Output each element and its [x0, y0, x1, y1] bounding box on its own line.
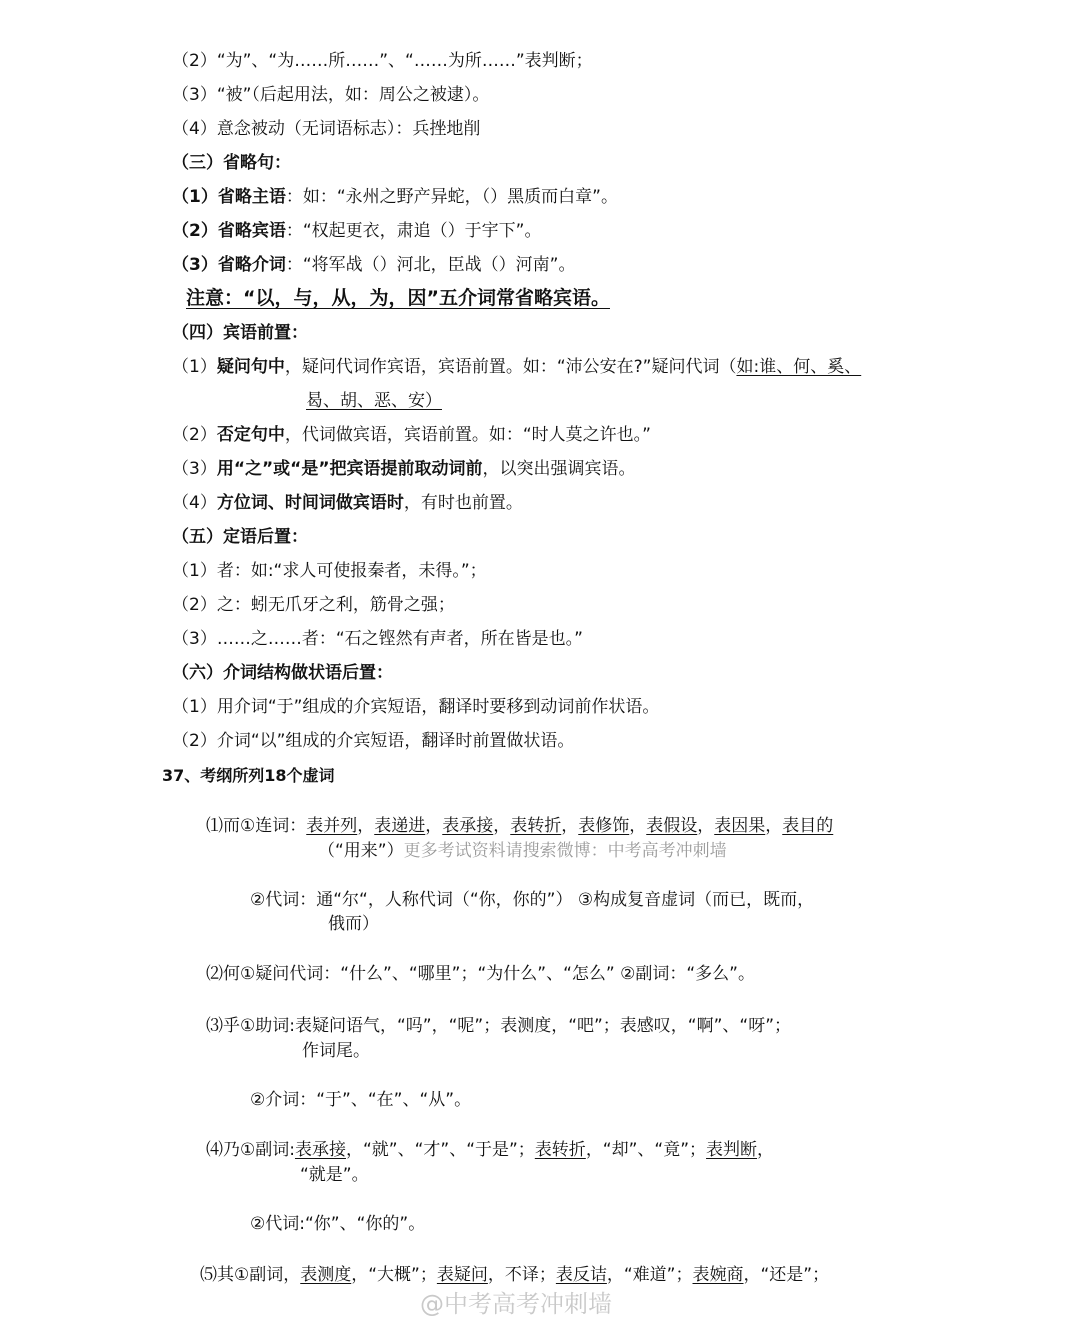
object-front-item-2-text: ，代词做宾语，宾语前置。如：“时人莫之许也。” [284, 425, 651, 445]
xuci-er-usage-7: 表因果 [714, 816, 766, 836]
xuci-qi-text-3: ，“难道”； [606, 1265, 693, 1285]
xuci-nai-usage-3: 表判断 [706, 1140, 758, 1160]
attr-post-item-1: （1）者：如:“求人可使报秦者，未得。”； [172, 561, 487, 581]
object-front-item-2-bold: 否定句中 [216, 425, 285, 445]
xuci-er-usage-1: 表并列 [306, 816, 358, 836]
xuci-he: ⑵何①疑问代词：“什么”、“哪里”；“为什么”、“怎么” ②副词：“多么”。 [206, 964, 755, 984]
object-front-item-1-examples-cont: 曷、胡、恶、安） [306, 391, 442, 411]
passive-item-4: （4）意念被动（无词语标志）：兵挫地削 [172, 119, 481, 139]
object-front-item-1-number: （1） [172, 357, 217, 377]
xuci-er-usage-3: 表承接 [442, 816, 494, 836]
xuci-er-usage-8: 表目的 [782, 816, 834, 836]
xuci-qi-usage-1: 表测度 [300, 1265, 352, 1285]
footer-watermark: @中考高考冲刺墙 [420, 1290, 612, 1318]
object-front-item-4-number: （4） [172, 493, 217, 513]
passive-item-3: （3）“被”（后起用法，如：周公之被逮）。 [172, 85, 490, 105]
xuci-nai-usage-2: 表转折 [534, 1140, 586, 1160]
object-front-item-3-number: （3） [172, 459, 217, 479]
xuci-qi-usage-2: 表疑问 [436, 1265, 488, 1285]
object-front-item-3-text: ，以突出强调宾语。 [482, 459, 636, 479]
object-front-item-3-bold: 用“之”或“是”把宾语提前取动词前 [216, 459, 483, 479]
passive-item-2: （2）“为”、“为……所……”、“……为所……”表判断； [172, 51, 593, 71]
xuci-nai-line-1b: “就是”。 [300, 1165, 369, 1185]
xuci-qi-usage-4: 表婉商 [692, 1265, 744, 1285]
xuci-er-line-1: ⑴而①连词：表并列，表递进，表承接，表转折，表修饰，表假设，表因果，表目的 [206, 816, 834, 836]
xuci-hu-line-2: ②介词：“于”、“在”、“从”。 [250, 1090, 472, 1110]
object-front-item-4-bold: 方位词、时间词做宾语时 [216, 493, 404, 513]
xuci-qi-usage-3: 表反诘 [555, 1265, 607, 1285]
prep-post-heading: （六）介词结构做状语后置： [172, 663, 393, 683]
xuci-er-usage-2: 表递进 [374, 816, 426, 836]
ellipsis-item-3-label: （3）省略介词 [172, 255, 286, 275]
xuci-qi-lead: ⑸其①副词， [200, 1265, 301, 1285]
xuci-nai-text-3: ， [757, 1140, 775, 1160]
weibo-watermark-text: 更多考试资料请搜索微博：中考高考冲刺墙 [403, 841, 727, 861]
object-front-item-4-text: ，有时也前置。 [403, 493, 523, 513]
attr-post-heading: （五）定语后置： [172, 527, 308, 547]
object-front-item-1-text: ，疑问代词作宾语，宾语前置。如：“沛公安在?”疑问代词（ [284, 357, 737, 377]
xuci-er-line-2b: 俄而） [328, 914, 379, 934]
xuci-nai-line-2: ②代词:“你”、“你的”。 [250, 1214, 426, 1234]
object-front-heading: （四）宾语前置： [172, 323, 308, 343]
object-front-item-1 [172, 356, 861, 378]
xuci-qi-text-1: ，“大概”； [351, 1265, 437, 1285]
object-front-item-4 [172, 492, 523, 514]
ellipsis-item-1-label: （1）省略主语 [172, 187, 286, 207]
ellipsis-item-3-text: ：“将军战（）河北，臣战（）河南”。 [285, 255, 576, 275]
prep-post-item-1: （1）用介词“于”组成的介宾短语，翻译时要移到动词前作状语。 [172, 697, 660, 717]
object-front-item-1-examples: 如:谁、何、奚、 [736, 357, 862, 377]
xuci-er-lead: ⑴而①连词： [206, 816, 307, 836]
xuci-er-line-1b [318, 840, 727, 862]
ellipsis-item-2-text: ：“权起更衣，肃追（）于宇下”。 [285, 221, 542, 241]
ellipsis-heading: （三）省略句： [172, 153, 291, 173]
xuci-qi-line-1 [200, 1264, 829, 1286]
xuci-nai-line-1 [206, 1139, 774, 1161]
ellipsis-note: 注意：“以，与，从，为，因”五介词常省略宾语。 [186, 287, 610, 309]
object-front-item-2-number: （2） [172, 425, 217, 445]
ellipsis-item-3 [172, 254, 575, 276]
ellipsis-item-1-text: ：如：“永州之野产异蛇，（）黑质而白章”。 [285, 187, 618, 207]
ellipsis-item-2 [172, 220, 541, 242]
attr-post-item-3: （3）……之……者：“石之铿然有声者，所在皆是也。” [172, 629, 583, 649]
xuci-nai-text-2: ，“却”、“竟”； [585, 1140, 707, 1160]
ellipsis-item-1 [172, 186, 618, 208]
xuci-qi-text-4: ，“还是”； [743, 1265, 830, 1285]
xuci-er-usage-4: 表转折 [510, 816, 562, 836]
xuci-er-usage-6: 表假设 [646, 816, 698, 836]
xuci-nai-usage-1: 表承接 [294, 1140, 346, 1160]
section-37-title: 37、考纲所列18个虚词 [162, 766, 335, 785]
object-front-item-2 [172, 424, 651, 446]
xuci-er-line-2: ②代词：通“尔“，人称代词（“你，你的”） ③构成复音虚词（而已，既而， [250, 890, 815, 910]
attr-post-item-2: （2）之：蚓无爪牙之利，筋骨之强； [172, 595, 455, 615]
prep-post-item-2: （2）介词“以”组成的介宾短语，翻译时前置做状语。 [172, 731, 575, 751]
xuci-nai-lead: ⑷乃①副词: [206, 1140, 295, 1160]
xuci-er-cont: （“用来”） [318, 841, 404, 861]
xuci-qi-text-2: ，不译； [487, 1265, 556, 1285]
xuci-hu-line-1: ⑶乎①助词:表疑问语气，“吗”，“呢”；表测度，“吧”；表感叹，“啊”、“呀”； [206, 1016, 792, 1036]
object-front-item-3 [172, 458, 636, 480]
ellipsis-item-2-label: （2）省略宾语 [172, 221, 286, 241]
xuci-er-usage-5: 表修饰 [578, 816, 630, 836]
xuci-nai-text-1: ，“就”、“才”、“于是”； [345, 1140, 535, 1160]
object-front-item-1-bold: 疑问句中 [216, 357, 285, 377]
xuci-hu-line-1b: 作词尾。 [302, 1041, 370, 1061]
